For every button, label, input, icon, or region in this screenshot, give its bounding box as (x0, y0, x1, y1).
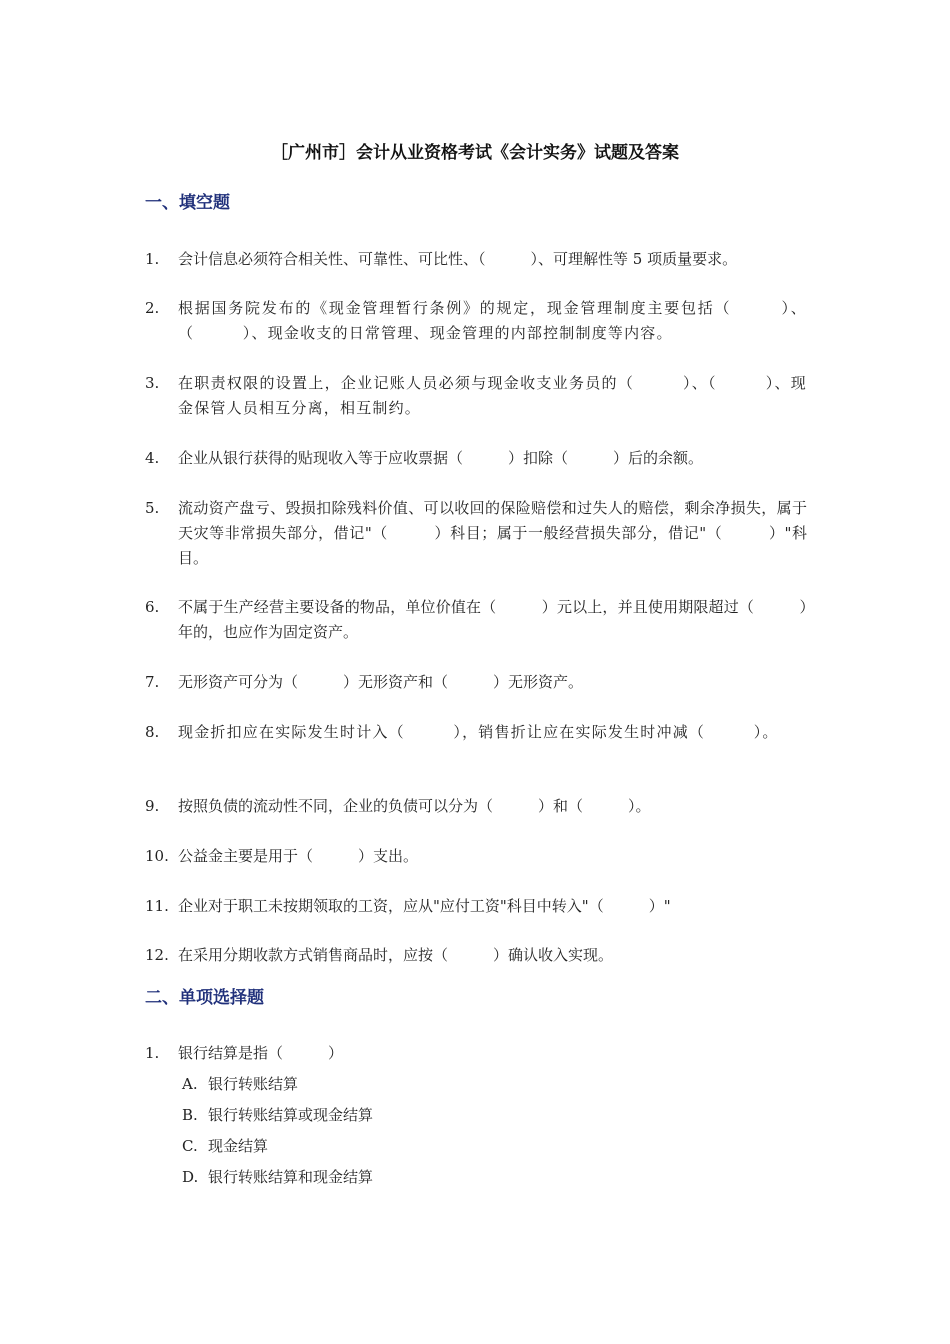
question-number: 6. (145, 598, 160, 616)
question-number: 3. (145, 374, 160, 392)
question-text: 企业对于职工未按期领取的工资，应从"应付工资"科目中转入"（ ）" (178, 897, 671, 915)
option-letter: A. (182, 1075, 198, 1093)
question-item (145, 894, 807, 919)
question-item (145, 496, 807, 571)
question-text: 在职责权限的设置上，企业记账人员必须与现金收支业务员的（ ）、（ ）、现金保管人员相互分离，相互制约。 (178, 374, 807, 417)
question-text: 按照负债的流动性不同，企业的负债可以分为（ ）和（ ）。 (178, 797, 651, 815)
question-item (145, 371, 807, 421)
question-number: 8. (145, 723, 160, 741)
question-number: 1. (145, 1044, 160, 1062)
option-text: 银行转账结算或现金结算 (208, 1106, 374, 1124)
question-item (145, 794, 807, 819)
question-text: 根据国务院发布的《现金管理暂行条例》的规定，现金管理制度主要包括（ ）、（ ）、现金收支的日常管理、现金管理的内部控制制度等内容。 (178, 299, 807, 342)
document-title: ［广州市］会计从业资格考试《会计实务》试题及答案 (271, 143, 679, 163)
question-text: 现金折扣应在实际发生时计入（ ），销售折让应在实际发生时冲减（ ）。 (178, 723, 779, 741)
question-text: 会计信息必须符合相关性、可靠性、可比性、（ ）、可理解性等 5 项质量要求。 (178, 250, 738, 268)
choice-option (182, 1104, 373, 1126)
option-letter: C. (182, 1137, 198, 1155)
question-text: 流动资产盘亏、毁损扣除残料价值、可以收回的保险赔偿和过失人的赔偿，剩余净损失，属于天灾等非常损失部分，借记"（ ）科目；属于一般经营损失部分，借记"（ ）"科目。 (178, 499, 807, 567)
question-item (145, 446, 807, 471)
question-number: 9. (145, 797, 160, 815)
option-text: 现金结算 (208, 1137, 269, 1155)
question-text: 企业从银行获得的贴现收入等于应收票据（ ）扣除（ ）后的余额。 (178, 449, 704, 467)
question-number: 10. (145, 847, 169, 865)
question-text: 不属于生产经营主要设备的物品，单位价值在（ ）元以上，并且使用期限超过（ ）年的，也应作为固定资产。 (178, 598, 807, 641)
choice-option (182, 1073, 298, 1095)
section-heading-fill-blank: 一、填空题 (145, 193, 230, 213)
question-number: 2. (145, 299, 160, 317)
question-item (145, 247, 807, 272)
option-text: 银行转账结算 (208, 1075, 299, 1093)
choice-option (182, 1166, 373, 1188)
question-item (145, 844, 807, 869)
question-text: 公益金主要是用于（ ）支出。 (178, 847, 419, 865)
option-letter: D. (182, 1168, 199, 1186)
question-item (145, 296, 807, 346)
question-number: 4. (145, 449, 160, 467)
question-item (145, 720, 807, 745)
question-number: 1. (145, 250, 160, 268)
question-number: 11. (145, 897, 169, 915)
choice-option (182, 1135, 268, 1157)
question-number: 12. (145, 946, 169, 964)
question-item (145, 1041, 807, 1066)
option-text: 银行转账结算和现金结算 (208, 1168, 374, 1186)
question-item (145, 670, 807, 695)
section-heading-single-choice: 二、单项选择题 (145, 988, 264, 1008)
question-number: 7. (145, 673, 160, 691)
question-number: 5. (145, 499, 160, 517)
question-item (145, 943, 807, 968)
question-text: 在采用分期收款方式销售商品时，应按（ ）确认收入实现。 (178, 946, 614, 964)
question-text: 无形资产可分为（ ）无形资产和（ ）无形资产。 (178, 673, 584, 691)
option-letter: B. (182, 1106, 198, 1124)
question-text: 银行结算是指（ ） (178, 1044, 344, 1062)
question-item (145, 595, 807, 645)
